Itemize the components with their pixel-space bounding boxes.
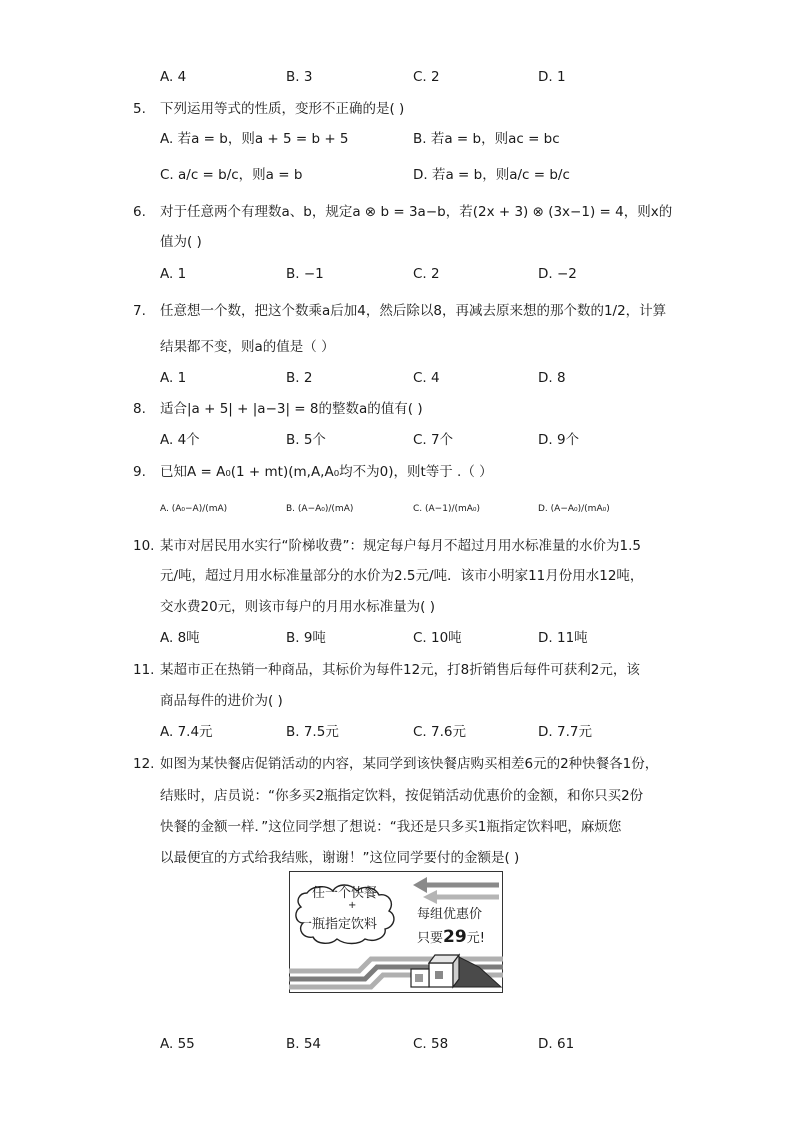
option-c: C. 2 [413,69,440,85]
option-c: C. 7.6元 [413,724,466,740]
option-d: D. 1 [538,69,566,85]
question-number: 9. [133,464,146,480]
promo-price-line2 [417,928,485,948]
option-d: D. (A−A₀)/(mA₀) [538,504,610,514]
option-c: C. 4 [413,370,440,386]
question-stem-line3: 快餐的金额一样．”这位同学想了想说：“我还是只多买1瓶指定饮料吧，麻烦您 [160,819,622,835]
option-b: B. (A−A₀)/(mA) [286,504,354,514]
promo-price-prefix: 只要 [417,931,444,946]
option-a: A. 若a = b，则a + 5 = b + 5 [160,131,349,147]
option-d: D. 7.7元 [538,724,592,740]
question-stem-line2: 值为( ) [160,234,202,250]
question-stem-line1: 如图为某快餐店促销活动的内容，某同学到该快餐店购买相差6元的2种快餐各1份， [160,756,659,772]
question-stem-line2: 元/吨，超过月用水标准量部分的水价为2.5元/吨．该市小明家11月份用水12吨， [160,568,644,584]
question-number: 12. [133,756,155,772]
option-b: B. 2 [286,370,313,386]
option-c: C. (A−1)/(mA₀) [413,504,481,514]
option-c: C. a/c = b/c，则a = b [160,167,303,183]
option-c: C. 2 [413,266,440,282]
question-number: 6. [133,204,146,220]
question-stem-line2: 商品每件的进价为( ) [160,693,283,709]
question-number: 7. [133,303,146,319]
question-stem-line3: 交水费20元，则该市每户的月用水标准量为( ) [160,599,436,615]
question-stem: 适合|a + 5| + |a−3| = 8的整数a的值有( ) [160,401,423,417]
promo-price-line1: 每组优惠价 [417,907,483,922]
promo-price-suffix: 元! [466,931,485,946]
option-d: D. 9个 [538,432,580,448]
question-stem-line1: 对于任意两个有理数a、b，规定a ⊗ b = 3a−b，若(2x + 3) ⊗ (3x−1) = 4，则x的 [160,204,673,220]
option-c: C. 7个 [413,432,454,448]
option-b: B. 7.5元 [286,724,339,740]
option-a: A. 1 [160,370,187,386]
option-b: B. −1 [286,266,324,282]
option-b: B. 3 [286,69,313,85]
question-stem-line4: 以最便宜的方式给我结账，谢谢！”这位同学要付的金额是( ) [160,850,520,866]
option-a: A. 4 [160,69,187,85]
option-d: D. 8 [538,370,566,386]
promo-cloud-plus: + [348,900,357,911]
question-stem-line2: 结果都不变，则a的值是（ ） [160,339,335,355]
option-b: B. 若a = b，则ac = bc [413,131,560,147]
question-stem: 已知A = A₀(1 + mt)(m,A,A₀均不为0)，则t等于 .（ ） [160,464,493,480]
option-a: A. 1 [160,266,187,282]
option-d: D. 61 [538,1036,575,1052]
option-b: B. 5个 [286,432,326,448]
option-c: C. 58 [413,1036,449,1052]
promo-price-value: 29 [443,927,467,947]
option-b: B. 54 [286,1036,322,1052]
option-a: A. (A₀−A)/(mA) [160,504,228,514]
question-stem: 下列运用等式的性质，变形不正确的是( ) [160,101,405,117]
promo-cloud-line2: 一瓶指定饮料 [299,917,378,932]
option-c: C. 10吨 [413,630,462,646]
option-d: D. 11吨 [538,630,588,646]
option-b: B. 9吨 [286,630,326,646]
option-d: D. −2 [538,266,577,282]
question-number: 5. [133,101,146,117]
option-a: A. 8吨 [160,630,200,646]
question-stem-line1: 某超市正在热销一种商品，其标价为每件12元，打8折销售后每件可获利2元，该 [160,662,640,678]
question-stem-line1: 某市对居民用水实行“阶梯收费”：规定每户每月不超过月用水标准量的水价为1.5 [160,538,641,554]
promo-cloud-line1: 任一个快餐 [312,886,378,901]
question-number: 10. [133,538,155,554]
question-number: 11. [133,662,155,678]
option-a: A. 55 [160,1036,195,1052]
question-stem-line1: 任意想一个数，把这个数乘a后加4，然后除以8，再减去原来想的那个数的1/2，计算 [160,303,667,319]
option-a: A. 4个 [160,432,200,448]
option-a: A. 7.4元 [160,724,213,740]
question-stem-line2: 结账时，店员说：“你多买2瓶指定饮料，按促销活动优惠价的金额，和你只买2份 [160,788,644,804]
option-d: D. 若a = b，则a/c = b/c [413,167,570,183]
question-number: 8. [133,401,146,417]
